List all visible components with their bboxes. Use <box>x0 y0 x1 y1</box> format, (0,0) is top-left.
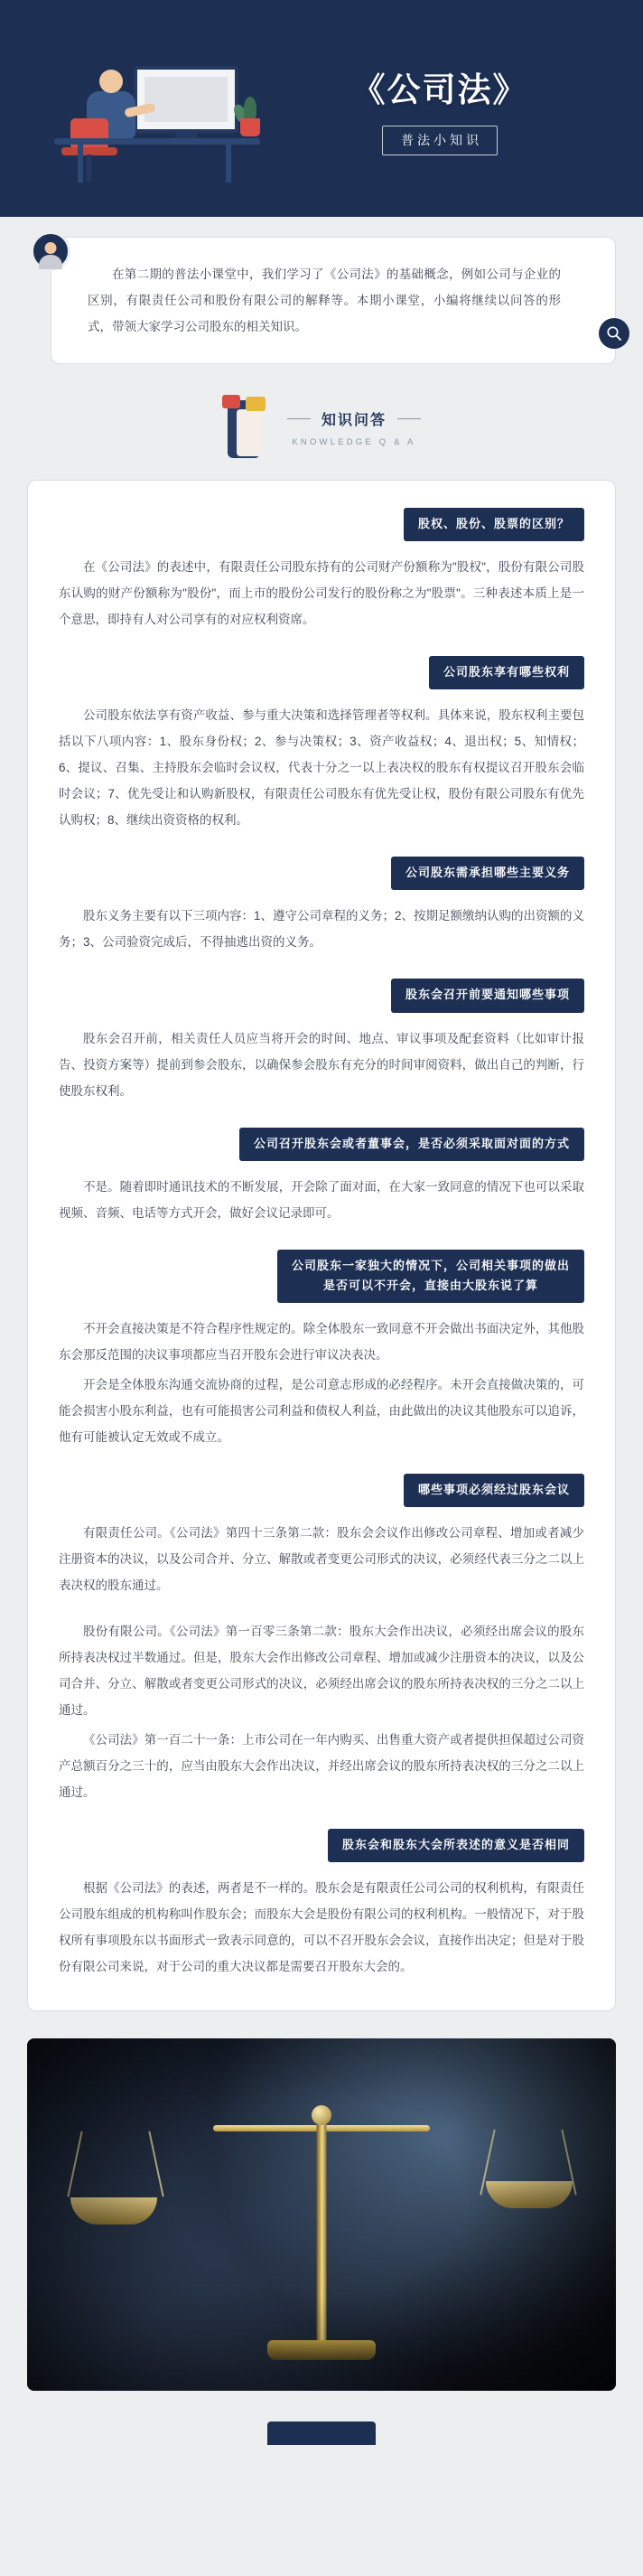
status-badge: 公司召开股东会或者董事会，是否必须采取面对面的方式 <box>239 1128 584 1161</box>
status-badge: 股东会召开前要通知哪些事项 <box>391 979 584 1012</box>
question-tag-row <box>59 656 584 689</box>
paragraph: 股东会召开前，相关责任人员应当将开会的时间、地点、审议事项及配套资料（比如审计报告、投资方案等）提前到参会股东，以确保参会股东有充分的时间审阅资料，做出自己的判断，行使股东权利。 <box>59 1031 584 1098</box>
avatar <box>31 231 70 271</box>
content-card <box>27 480 616 2011</box>
status-badge: 哪些事项必须经过股东会议 <box>404 1474 584 1507</box>
paragraph: 开会是全体股东沟通交流协商的过程，是公司意志形成的必经程序。未开会直接做决策的，可能会损害小股东利益，也有可能损害公司利益和债权人利益，由此做出的决议其他股东可以追诉，他有可能被认定无效或不成立。 <box>59 1377 584 1444</box>
search-icon[interactable] <box>599 318 629 349</box>
question-tag-row <box>59 508 584 541</box>
question-tag-row <box>59 857 584 890</box>
status-badge: 股东会和股东大会所表述的意义是否相同 <box>328 1829 584 1862</box>
chair-leg-icon <box>87 155 91 182</box>
qa-title-cn: 知识问答 <box>321 413 387 429</box>
scales-of-justice-photo <box>27 2038 616 2391</box>
desk-leg-icon <box>226 145 231 183</box>
chat-bubble-icon <box>246 397 266 411</box>
paragraph: 在《公司法》的表述中，有限责任公司股东持有的公司财产份额称为"股权"，股份有限公司股东认购的财产份额称为"股份"，而上市的股份公司发行的股份称之为"股票"。三种表述本质上是一个意思，即持有人对公司享有的对应权利资席。 <box>59 560 584 627</box>
desk-icon <box>54 138 260 145</box>
status-badge: 公司股东一家独大的情况下，公司相关事项的做出是否可以不开会，直接由大股东说了算 <box>277 1250 584 1303</box>
intro-card <box>51 237 616 364</box>
question-tag-row <box>59 1250 584 1303</box>
intro-section <box>27 237 616 364</box>
status-badge: 公司股东享有哪些权利 <box>429 656 584 689</box>
phone-icon <box>222 395 267 460</box>
qa-title-en: KNOWLEDGE Q & A <box>292 437 416 448</box>
question-tag-row <box>59 979 584 1012</box>
chat-bubble-icon <box>222 395 240 408</box>
phone-screen-icon <box>237 409 262 456</box>
page-title: 《公司法》 <box>351 70 528 108</box>
paragraph: 根据《公司法》的表述，两者是不一样的。股东会是有限责任公司公司的权利机构，有限责任公司股东组成的机构称叫作股东会；而股东大会是股份有限公司的权利机构。一般情况下，对于股权所有事项股东以书面形式一致表示同意的，可以不召开股东会会议，直接作出决定；但是对于股份有限公司来说，对于公司的重大决议都是需要召开股东大会的。 <box>59 1881 584 1974</box>
plant-leaf-icon <box>244 97 256 120</box>
avatar-body-icon <box>39 255 62 269</box>
desk-leg-icon <box>78 145 83 183</box>
desk-illustration <box>47 32 273 185</box>
question-tag-row <box>59 1829 584 1862</box>
paragraph: 不开会直接决策是不符合程序性规定的。除全体股东一致同意不开会做出书面决定外，其他股东会那反范围的决议事项都应当召开股东会进行审议决表决。 <box>59 1321 584 1362</box>
paragraph: 公司股东依法享有资产收益、参与重大决策和选择管理者等权利。具体来说，股东权利主要包括以下八项内容：1、股东身份权；2、参与决策权；3、资产收益权；4、退出权；5、知情权；6、提议、召集、主持股东会临时会议权，代表十分之一以上表决权的股东有权提议召开股东会临时会议；7、优先受让和认购新股权，有限责任公司股东有优先受让权，股份有限公司股东有优先认购权；8、继续出资资格的权利。 <box>59 708 584 828</box>
paragraph: 股东义务主要有以下三项内容：1、遵守公司章程的义务；2、按期足额缴纳认购的出资额的义务；3、公司验资完成后，不得抽逃出资的义务。 <box>59 909 585 950</box>
monitor-screen <box>144 77 228 122</box>
question-tag-row <box>59 1474 584 1507</box>
page-subtitle: 普法小知识 <box>382 126 498 155</box>
paragraph: 《公司法》第一百二十一条：上市公司在一年内购买、出售重大资产或者提供担保超过公司资产总额百分之三十的，应当由股东大会作出决议，并经出席会议的股东所持表决权的三分之二以上通过。 <box>59 1733 584 1800</box>
paragraph: 股份有限公司。《公司法》第一百零三条第二款：股东大会作出决议，必须经出席会议的股东所持表决权过半数通过。但是，股东大会作出修改公司章程、增加或减少注册资本的决议，以及公司合并、分立、解散或者变更公司形式的决议，必须经出席会议的股东所持表决权的三分之二以上通过。 <box>59 1625 584 1718</box>
paragraph: 不是。随着即时通讯技术的不断发展，开会除了面对面，在大家一致同意的情况下也可以采取视频、音频、电话等方式开会，做好会议记录即可。 <box>59 1179 584 1220</box>
hero-banner <box>0 0 643 217</box>
photo-vignette <box>27 2038 616 2391</box>
avatar-head-icon <box>45 242 57 254</box>
status-badge: 股权、股份、股票的区别？ <box>404 508 584 541</box>
person-head-icon <box>99 70 123 93</box>
footer <box>0 2421 643 2445</box>
qa-section-header <box>0 395 643 460</box>
status-badge: 公司股东需承担哪些主要义务 <box>391 857 584 890</box>
plant-pot-icon <box>240 118 260 136</box>
intro-text: 在第二期的普法小课堂中，我们学习了《公司法》的基础概念，例如公司与企业的区别，有限责任公司和股份有限公司的解释等。本期小课堂，小编将继续以问答的形式，带领大家学习公司股东的相关知识。 <box>88 267 561 334</box>
footer-bar <box>267 2421 376 2445</box>
monitor-icon <box>134 66 238 133</box>
question-tag-row <box>59 1128 584 1161</box>
paragraph: 有限责任公司。《公司法》第四十三条第二款：股东会会议作出修改公司章程、增加或者减少注册资本的决议，以及公司合并、分立、解散或者变更公司形式的决议，必须经代表三分之二以上表决权的股东通过。 <box>59 1526 584 1593</box>
